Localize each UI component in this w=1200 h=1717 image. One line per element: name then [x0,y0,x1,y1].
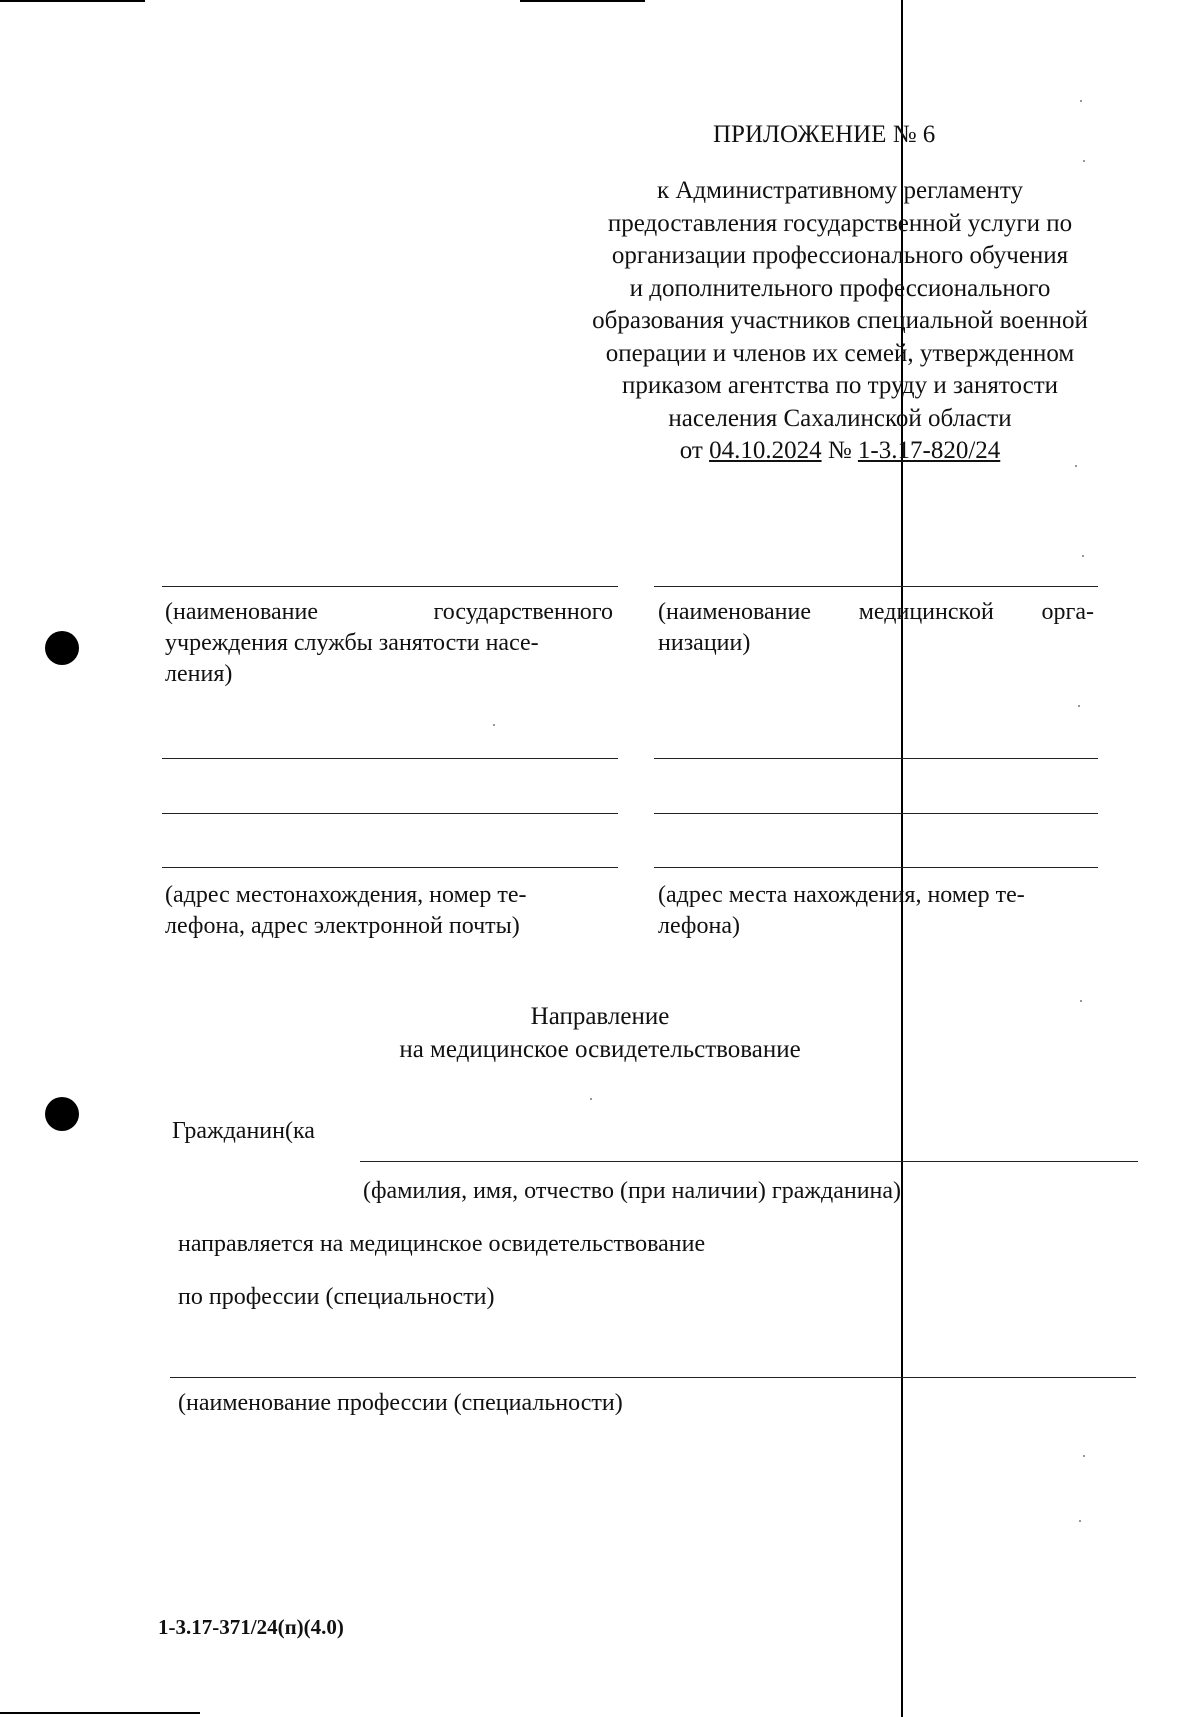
scan-top-edge-line [520,0,645,2]
caption-line: (наименование государственного [165,599,613,625]
employment-service-caption [165,597,613,690]
medical-org-address-line [654,813,1098,814]
citizen-caption: (фамилия, имя, отчество (при наличии) гражданина) [363,1178,902,1204]
appendix-line: и дополнительного профессионального [629,274,1051,302]
order-date: 04.10.2024 [709,437,822,464]
scan-speck [1082,555,1084,557]
order-number: 1-3.17-820/24 [857,437,1001,464]
appendix-line: населения Сахалинской области [668,404,1012,432]
caption-line: учреждения службы занятости насе- [165,630,539,656]
scan-speck [1078,705,1080,707]
direction-heading: Направление [530,1003,670,1030]
direction-subheading: на медицинское освидетельствование [399,1036,801,1063]
appendix-line: операции и членов их семей, утвержденном [605,339,1075,367]
employment-service-address-line [162,813,618,814]
document-code: 1-3.17-371/24(п)(4.0) [158,1615,344,1639]
appendix-line: образования участников специальной военной [592,307,1088,334]
medical-org-name-line [654,586,1098,587]
caption-line: (адрес местонахождения, номер те- [165,882,527,908]
employment-service-name-line [162,586,618,587]
appendix-line: организации профессионального обучения [611,242,1069,269]
profession-name-line [170,1377,1136,1378]
directed-text: направляется на медицинское освидетельствование [178,1231,706,1257]
medical-org-address-line [654,867,1098,868]
appendix-line: предоставления государственной услуги по [607,209,1073,237]
caption-line: лефона, адрес электронной почты) [165,913,520,939]
order-number-sign: № [827,437,852,464]
medical-org-caption [658,597,1094,659]
scan-speck [1079,1520,1081,1522]
punch-hole [45,1097,79,1131]
caption-line: ления) [165,661,233,687]
scan-speck [1080,1000,1082,1002]
caption-line: низации) [658,630,751,656]
scan-speck [1083,1455,1085,1457]
direction-title [300,1000,900,1066]
medical-org-address-caption [658,880,1098,942]
employment-service-address-line [162,758,618,759]
order-reference [545,435,1135,468]
order-prefix: от [679,437,703,464]
scan-speck [590,1098,592,1100]
caption-line: (адрес места нахождения, номер те- [658,882,1025,908]
scan-speck [1080,100,1082,102]
scan-top-edge-line [0,0,145,2]
citizen-name-line [360,1161,1138,1162]
employment-service-address-caption [165,880,615,942]
scan-speck [493,724,495,726]
citizen-label: Гражданин(ка [172,1118,315,1144]
appendix-line: к Административному регламенту [656,177,1024,204]
caption-line: лефона) [658,913,740,939]
scan-speck [1083,160,1085,162]
profession-caption: (наименование профессии (специальности) [178,1390,623,1416]
appendix-line: приказом агентства по труду и занятости [621,372,1059,399]
caption-line: (наименование медицинской орга- [658,599,1094,625]
appendix-title: ПРИЛОЖЕНИЕ № 6 [713,121,936,148]
profession-label: по профессии (специальности) [178,1284,495,1310]
employment-service-address-line [162,867,618,868]
punch-hole [45,631,79,665]
scan-bottom-edge-line [0,1712,200,1714]
medical-org-address-line [654,758,1098,759]
appendix-reference [545,175,1135,468]
